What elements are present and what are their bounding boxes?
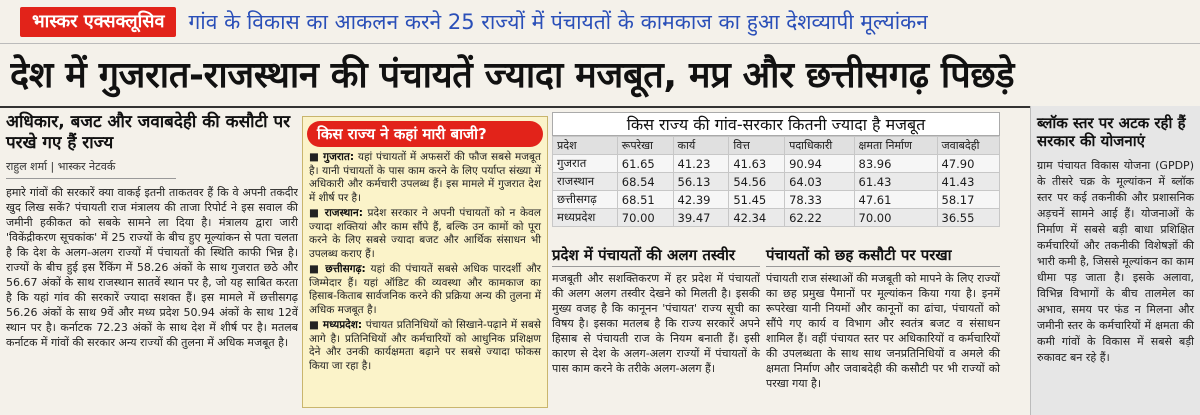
table-cell: 39.47 xyxy=(673,209,729,227)
box-item: ■ गुजरात: यहां पंचायतों में अफसरों की फौज सबसे मजबूत है। यानी पंचायतों के पास काम करने के लिए पर्याप्त संख्या में अधिकारी और कर्मचारी उपलब्ध हैं। इस मामले में गुजरात देश में शीर्ष पर है। xyxy=(309,151,541,204)
box-item-label: गुजरात: xyxy=(323,151,355,163)
sidebar-block-level xyxy=(1030,106,1200,415)
column-heading: पंचायतों को छह कसौटी पर परखा xyxy=(766,246,1000,267)
column-body: मजबूती और सशक्तिकरण में हर प्रदेश में पंचायतों की अलग अलग तस्वीर देखने को मिलती है। इसकी मुख्य वजह है कि कानूनन 'पंचायत' राज्य सूची का विषय है। इसका मतलब है कि राज्य सरकारें अपने हिसाब से पंचायती राज के नियम बनाती हैं। इसी कारण से देश के अलग-अलग राज्यों में पंचायतों के पास काम करने के तरीके अलग-अलग हैं। xyxy=(552,272,760,375)
table-header: जवाबदेही xyxy=(937,137,999,155)
table-cell: 54.56 xyxy=(729,173,785,191)
box-item: ■ छत्तीसगढ़: यहां की पंचायतें सबसे अधिक पारदर्शी और जिम्मेदार हैं। यहां ऑडिट की व्यवस्था और कामकाज का हिसाब-किताब सार्वजनिक करने की प्रक्रिया अन्य की तुलना में अधिक मजबूत है। xyxy=(309,263,541,316)
state-highlights-box xyxy=(302,116,548,408)
box-item-text: यहां पंचायतों में अफसरों की फौज सबसे मजबूत है। यानी पंचायतों के पास काम करने के लिए पर्याप्त संख्या में अधिकारी और कर्मचारी उपलब्ध हैं। इस मामले में गुजरात देश में शीर्ष पर है। xyxy=(309,151,541,204)
box-item-label: राजस्थान: xyxy=(324,207,363,219)
table-cell: छत्तीसगढ़ xyxy=(553,191,618,209)
scores-table xyxy=(552,136,1000,227)
table-cell: 70.00 xyxy=(617,209,673,227)
table-cell: 41.43 xyxy=(937,173,999,191)
table-cell: गुजरात xyxy=(553,155,618,173)
table-header-row xyxy=(553,137,1000,155)
table-header: रूपरेखा xyxy=(617,137,673,155)
table-row xyxy=(553,155,1000,173)
byline: राहुल शर्मा | भास्कर नेटवर्क xyxy=(6,159,176,179)
table-cell: 68.51 xyxy=(617,191,673,209)
table-header: कार्य xyxy=(673,137,729,155)
table-cell: 64.03 xyxy=(785,173,854,191)
table-row xyxy=(553,209,1000,227)
table-cell: 56.13 xyxy=(673,173,729,191)
table-cell: 41.63 xyxy=(729,155,785,173)
masthead-bar xyxy=(0,0,1200,44)
table-cell: राजस्थान xyxy=(553,173,618,191)
box-item: ■ राजस्थान: प्रदेश सरकार ने अपनी पंचायतों को न केवल ज्यादा शक्तियां और काम सौंपे हैं, बल्कि उन कामों को पूरा करने के लिए सबसे ज्यादा बजट और आर्थिक संसाधन भी उपलब्ध कराए हैं। xyxy=(309,207,541,260)
box-title: किस राज्य ने कहां मारी बाजी? xyxy=(307,121,543,147)
table-cell: मध्यप्रदेश xyxy=(553,209,618,227)
table-cell: 47.61 xyxy=(854,191,937,209)
scores-table-section xyxy=(552,112,1000,240)
divider xyxy=(0,106,1200,108)
box-item-label: मध्यप्रदेश: xyxy=(322,319,363,331)
box-item: ■ मध्यप्रदेश: पंचायत प्रतिनिधियों को सिखाने-पढ़ाने में सबसे आगे है। प्रतिनिधियों और कर्मचारियों को आधुनिक प्रशिक्षण देने और उनकी कार्यक्षमता बढ़ाने पर सबसे ज्यादा फोकस किया जा रहा है। xyxy=(309,319,541,372)
table-cell: 90.94 xyxy=(785,155,854,173)
kicker-text: गांव के विकास का आकलन करने 25 राज्यों में पंचायतों के कामकाज का हुआ देशव्यापी मूल्यांकन xyxy=(188,9,928,34)
box-item-text: यहां की पंचायतें सबसे अधिक पारदर्शी और जिम्मेदार हैं। यहां ऑडिट की व्यवस्था और कामकाज का हिसाब-किताब सार्वजनिक करने की प्रक्रिया अन्य की तुलना में अधिक मजबूत है। xyxy=(309,263,541,316)
box-item-label: छत्तीसगढ़: xyxy=(325,263,366,275)
sidebar-heading: ब्लॉक स्तर पर अटक रही हैं सरकार की योजनाएं xyxy=(1037,114,1186,150)
box-item-text: प्रदेश सरकार ने अपनी पंचायतों को न केवल ज्यादा शक्तियां और काम सौंपे हैं, बल्कि उन कामों को पूरा करने के लिए सबसे ज्यादा बजट और आर्थिक संसाधन भी उपलब्ध कराए हैं। xyxy=(309,207,541,260)
lead-subhead: अधिकार, बजट और जवाबदेही की कसौटी पर परखे गए हैं राज्य xyxy=(6,112,291,153)
sidebar-body: ग्राम पंचायत विकास योजना (GPDP) के तीसरे चक्र के मूल्यांकन में ब्लॉक स्तर पर कई तकनीकी और प्रशासनिक अड़चनें सामने आई हैं। योजनाओं के निर्माण में सबसे बड़ी बाधा प्रशिक्षित कर्मचारियों और तकनीकी विशेषज्ञों की भारी कमी है, जिससे मूल्यांकन का काम धीमा पड़ जाता है। इसके अलावा, विभिन्न विभागों के बीच तालमेल का अभाव, समय पर फंड न मिलना और जमीनी स्तर के कर्मचारियों में क्षमता की कमी गांवों के विकास में सबसे बड़ी रुकावट बन रहे हैं। xyxy=(1037,159,1194,364)
box-item-text: पंचायत प्रतिनिधियों को सिखाने-पढ़ाने में सबसे आगे है। प्रतिनिधियों और कर्मचारियों को आधुनिक प्रशिक्षण देने और उनकी कार्यक्षमता बढ़ाने पर सबसे ज्यादा फोकस किया जा रहा है। xyxy=(309,319,541,372)
table-cell: 58.17 xyxy=(937,191,999,209)
table-cell: 42.39 xyxy=(673,191,729,209)
column-heading: प्रदेश में पंचायतों की अलग तस्वीर xyxy=(552,246,760,267)
table-cell: 61.43 xyxy=(854,173,937,191)
table-cell: 61.65 xyxy=(617,155,673,173)
table-header: प्रदेश xyxy=(553,137,618,155)
page-title: देश में गुजरात-राजस्थान की पंचायतें ज्यादा मजबूत, मप्र और छत्तीसगढ़ पिछड़े xyxy=(10,55,1015,96)
table-cell: 36.55 xyxy=(937,209,999,227)
table-cell: 83.96 xyxy=(854,155,937,173)
table-header: पदाधिकारी xyxy=(785,137,854,155)
table-header: वित्त xyxy=(729,137,785,155)
column-six-criteria xyxy=(766,246,1000,408)
table-row xyxy=(553,191,1000,209)
table-title: किस राज्य की गांव-सरकार कितनी ज्यादा है मजबूत xyxy=(552,112,1000,136)
column-state-picture xyxy=(552,246,760,408)
table-cell: 41.23 xyxy=(673,155,729,173)
table-cell: 42.34 xyxy=(729,209,785,227)
lead-story xyxy=(6,112,298,410)
table-cell: 51.45 xyxy=(729,191,785,209)
table-cell: 70.00 xyxy=(854,209,937,227)
table-cell: 78.33 xyxy=(785,191,854,209)
table-header: क्षमता निर्माण xyxy=(854,137,937,155)
table-row xyxy=(553,173,1000,191)
column-body: पंचायती राज संस्थाओं की मजबूती को मापने के लिए राज्यों का छह प्रमुख पैमानों पर मूल्यांकन किया गया है। इनमें रूपरेखा यानी नियमों और कानूनों का ढांचा, पंचायतों को सौंपे गए कार्य व विभाग और स्वतंत्र बजट व संसाधन शामिल हैं। वहीं पंचायत स्तर पर अधिकारियों व कर्मचारियों की उपलब्धता के साथ साथ जनप्रतिनिधियों व अमले की क्षमता निर्माण और जवाबदेही की कसौटी पर भी राज्यों को परखा गया है। xyxy=(766,272,1000,390)
lead-body: हमारे गांवों की सरकारें क्या वाकई इतनी ताकतवर हैं कि वे अपनी तकदीर खुद लिख सकें? पंचायती राज मंत्रालय की ताजा रिपोर्ट ने इस सवाल की जमीनी हकीकत को सबके सामने ला दिया है। मंत्रालय द्वारा जारी 'विकेंद्रीकरण सूचकांक' में 25 राज्यों के बीच हुए मूल्यांकन से पता चलता है कि देश के अलग-अलग राज्यों में पंचायतों की स्थिति काफी भिन्न है। राज्यों के बीच हुई इस रैंकिंग में 58.26 अंकों के साथ गुजरात छठे और 56.67 अंकों के साथ राजस्थान सातवें स्थान पर है, जो यह साबित करता है कि यहां गांव की सरकारें ज्यादा सशक्त हैं। इस मामले में छत्तीसगढ़ 56.26 अंकों के साथ 9वें और मध्य प्रदेश 50.94 अंकों के साथ 12वें स्थान पर है। कर्नाटक 72.23 अंकों के साथ देश में शीर्ष पर है। मतलब कर्नाटक में गांवों की सरकार अन्य राज्यों की तुलना में अधिक मजबूत है। xyxy=(6,186,298,349)
table-cell: 47.90 xyxy=(937,155,999,173)
table-cell: 68.54 xyxy=(617,173,673,191)
exclusive-badge: भास्कर एक्सक्लूसिव xyxy=(20,7,176,37)
table-cell: 62.22 xyxy=(785,209,854,227)
